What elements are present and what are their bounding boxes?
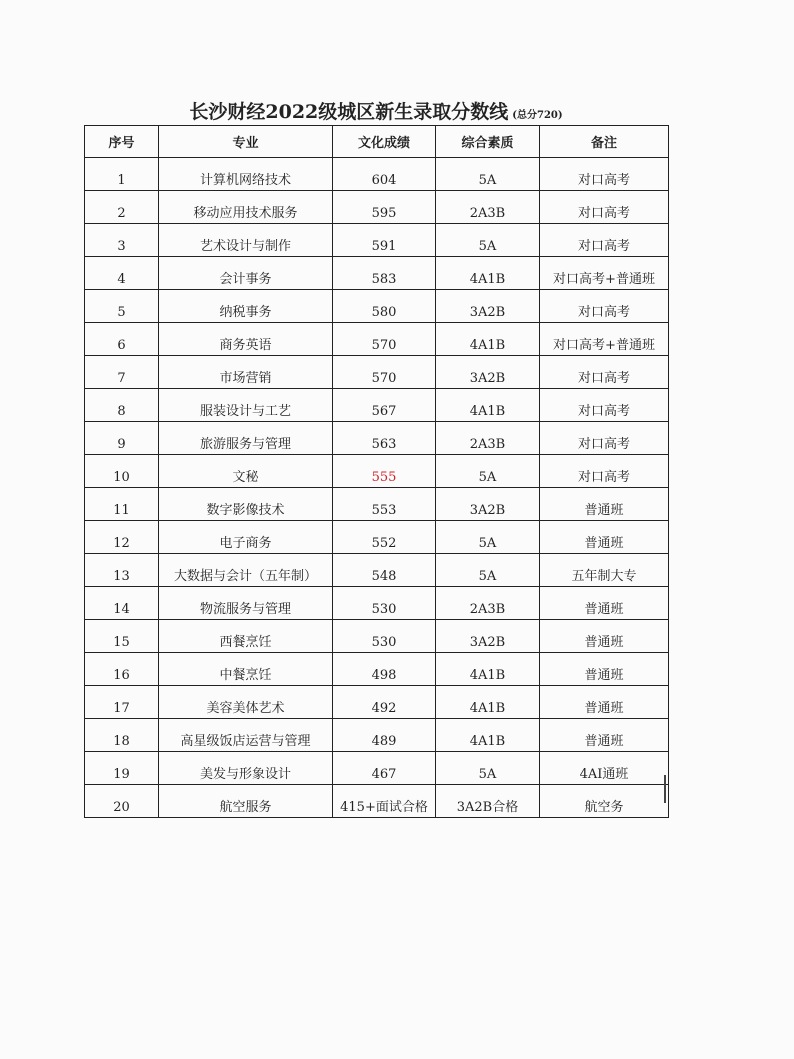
- header-quality: 综合素质: [436, 126, 540, 158]
- cell-major: 文秘: [159, 455, 333, 488]
- table-row: [85, 488, 669, 521]
- cell-major: 移动应用技术服务: [159, 191, 333, 224]
- title-note: (总分720): [512, 110, 563, 121]
- cell-quality: 5A: [436, 554, 540, 587]
- cell-major: 会计事务: [159, 257, 333, 290]
- table-row: [85, 620, 669, 653]
- cell-major: 物流服务与管理: [159, 587, 333, 620]
- table-row: [85, 587, 669, 620]
- table-row: [85, 455, 669, 488]
- cell-quality: 5A: [436, 224, 540, 257]
- admission-score-table: [84, 125, 669, 818]
- cell-quality: 2A3B: [436, 587, 540, 620]
- cell-quality: 3A2B: [436, 356, 540, 389]
- cell-score: 548: [333, 554, 436, 587]
- table-row: [85, 356, 669, 389]
- cell-score: 415+面试合格: [333, 785, 436, 818]
- table-row: [85, 158, 669, 191]
- table-row: [85, 785, 669, 818]
- table-row: [85, 653, 669, 686]
- cell-note: 4AI通班: [540, 752, 669, 785]
- cell-score: 489: [333, 719, 436, 752]
- cell-index: 14: [85, 587, 159, 620]
- cell-score: 530: [333, 587, 436, 620]
- cell-note: 普通班: [540, 686, 669, 719]
- cell-note: 对口高考: [540, 224, 669, 257]
- cell-major: 数字影像技术: [159, 488, 333, 521]
- cell-score: 570: [333, 323, 436, 356]
- cell-major: 电子商务: [159, 521, 333, 554]
- cell-major: 美容美体艺术: [159, 686, 333, 719]
- table-row: [85, 224, 669, 257]
- cell-quality: 4A1B: [436, 389, 540, 422]
- cell-index: 4: [85, 257, 159, 290]
- table-row: [85, 686, 669, 719]
- cell-major: 艺术设计与制作: [159, 224, 333, 257]
- cell-index: 1: [85, 158, 159, 191]
- cell-index: 9: [85, 422, 159, 455]
- cell-quality: 3A2B: [436, 620, 540, 653]
- cell-quality: 4A1B: [436, 323, 540, 356]
- cell-index: 19: [85, 752, 159, 785]
- header-score: 文化成绩: [333, 126, 436, 158]
- cell-major: 服装设计与工艺: [159, 389, 333, 422]
- cell-score: 595: [333, 191, 436, 224]
- cell-score: 492: [333, 686, 436, 719]
- cell-major: 纳税事务: [159, 290, 333, 323]
- table-row: [85, 323, 669, 356]
- cell-note: 普通班: [540, 488, 669, 521]
- cell-major: 中餐烹饪: [159, 653, 333, 686]
- cell-major: 美发与形象设计: [159, 752, 333, 785]
- cell-note: 对口高考: [540, 389, 669, 422]
- cell-index: 20: [85, 785, 159, 818]
- cell-quality: 2A3B: [436, 422, 540, 455]
- table-row: [85, 191, 669, 224]
- header-index: 序号: [85, 126, 159, 158]
- cell-score-highlighted: 555: [333, 455, 436, 488]
- cell-note: 五年制大专: [540, 554, 669, 587]
- cell-score: 563: [333, 422, 436, 455]
- cell-note: 普通班: [540, 719, 669, 752]
- document-title: [84, 97, 668, 123]
- cell-score: 583: [333, 257, 436, 290]
- cell-index: 6: [85, 323, 159, 356]
- cell-index: 2: [85, 191, 159, 224]
- cell-index: 17: [85, 686, 159, 719]
- cell-note: 对口高考: [540, 191, 669, 224]
- cell-score: 604: [333, 158, 436, 191]
- cell-major: 大数据与会计（五年制）: [159, 554, 333, 587]
- cell-score: 498: [333, 653, 436, 686]
- cell-quality: 4A1B: [436, 653, 540, 686]
- cell-note: 普通班: [540, 620, 669, 653]
- cell-note: 对口高考+普通班: [540, 257, 669, 290]
- cell-quality: 3A2B合格: [436, 785, 540, 818]
- cell-note: 对口高考: [540, 356, 669, 389]
- table-row: [85, 719, 669, 752]
- table-row: [85, 257, 669, 290]
- table-row: [85, 422, 669, 455]
- table-header-row: [85, 126, 669, 158]
- cell-score: 467: [333, 752, 436, 785]
- cell-major: 计算机网络技术: [159, 158, 333, 191]
- table-row: [85, 389, 669, 422]
- header-major: 专业: [159, 126, 333, 158]
- cell-major: 西餐烹饪: [159, 620, 333, 653]
- cell-major: 市场营销: [159, 356, 333, 389]
- cell-index: 3: [85, 224, 159, 257]
- cell-quality: 5A: [436, 158, 540, 191]
- cell-score: 567: [333, 389, 436, 422]
- cell-note: 普通班: [540, 653, 669, 686]
- cell-note: 对口高考: [540, 290, 669, 323]
- cell-note: 对口高考+普通班: [540, 323, 669, 356]
- cell-index: 16: [85, 653, 159, 686]
- cell-quality: 5A: [436, 752, 540, 785]
- cell-quality: 4A1B: [436, 719, 540, 752]
- cell-score: 591: [333, 224, 436, 257]
- cell-index: 10: [85, 455, 159, 488]
- title-text: 长沙财经2022级城区新生录取分数线: [189, 101, 509, 123]
- cell-note: 航空务: [540, 785, 669, 818]
- cell-note: 对口高考: [540, 422, 669, 455]
- table-row: [85, 554, 669, 587]
- cell-score: 553: [333, 488, 436, 521]
- table-row: [85, 290, 669, 323]
- cell-note: 普通班: [540, 587, 669, 620]
- cell-major: 高星级饭店运营与管理: [159, 719, 333, 752]
- cell-major: 航空服务: [159, 785, 333, 818]
- cell-index: 7: [85, 356, 159, 389]
- scan-edge-mark: [664, 775, 666, 803]
- cell-quality: 5A: [436, 521, 540, 554]
- cell-major: 商务英语: [159, 323, 333, 356]
- cell-note: 对口高考: [540, 455, 669, 488]
- cell-score: 570: [333, 356, 436, 389]
- cell-score: 580: [333, 290, 436, 323]
- cell-index: 15: [85, 620, 159, 653]
- cell-index: 8: [85, 389, 159, 422]
- cell-note: 普通班: [540, 521, 669, 554]
- cell-major: 旅游服务与管理: [159, 422, 333, 455]
- cell-score: 552: [333, 521, 436, 554]
- cell-index: 18: [85, 719, 159, 752]
- cell-score: 530: [333, 620, 436, 653]
- header-note: 备注: [540, 126, 669, 158]
- cell-quality: 5A: [436, 455, 540, 488]
- cell-index: 5: [85, 290, 159, 323]
- cell-quality: 4A1B: [436, 686, 540, 719]
- cell-quality: 3A2B: [436, 488, 540, 521]
- cell-quality: 2A3B: [436, 191, 540, 224]
- cell-index: 12: [85, 521, 159, 554]
- cell-index: 13: [85, 554, 159, 587]
- cell-quality: 4A1B: [436, 257, 540, 290]
- cell-index: 11: [85, 488, 159, 521]
- cell-quality: 3A2B: [436, 290, 540, 323]
- cell-note: 对口高考: [540, 158, 669, 191]
- table-row: [85, 752, 669, 785]
- table-row: [85, 521, 669, 554]
